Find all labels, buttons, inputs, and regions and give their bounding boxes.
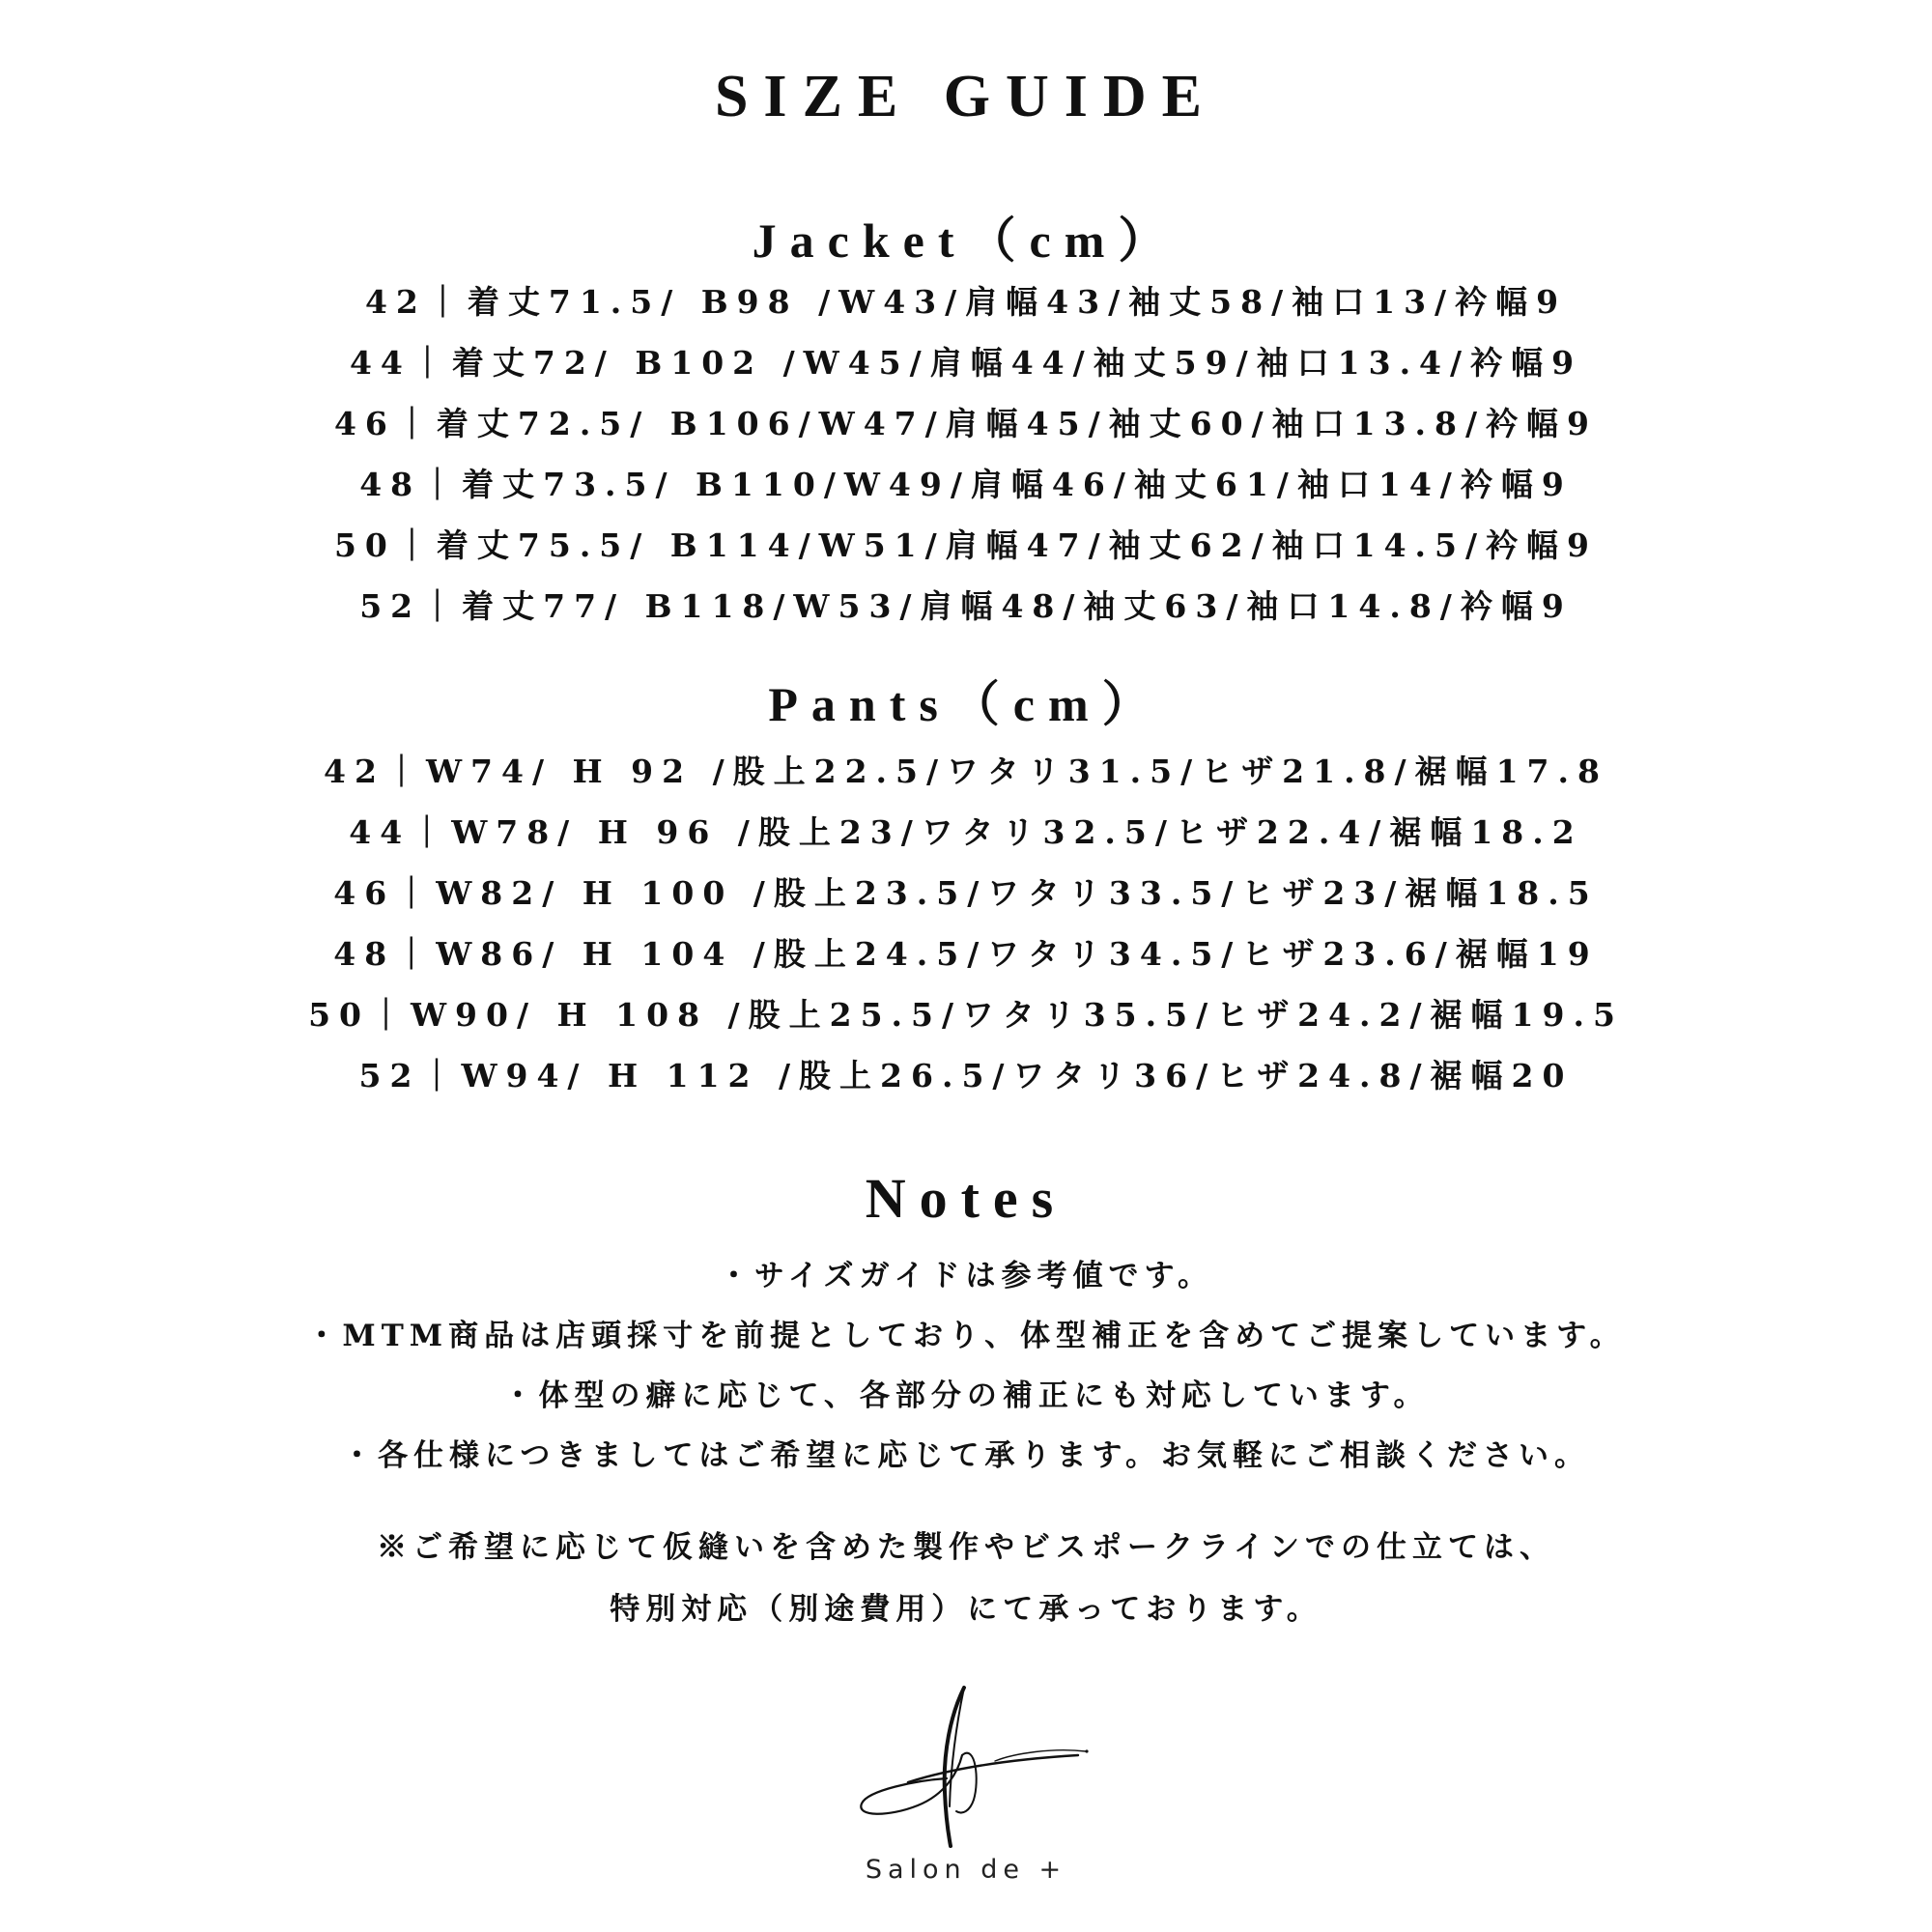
notes-list <box>0 1246 1932 1486</box>
note-item: ・体型の癖に応じて、各部分の補正にも対応しています。 <box>502 1378 1430 1413</box>
remarks-list <box>0 1517 1932 1640</box>
pants-row: 48｜W86/ H 104 /股上24.5/ワタリ34.5/ヒザ23.6/裾幅19 <box>333 935 1599 973</box>
note-item: ・MTM商品は店頭採寸を前提としており、体型補正を含めてご提案しています。 <box>306 1319 1626 1353</box>
pants-heading: Pants（cm） <box>768 677 1164 731</box>
pants-row: 50｜W90/ H 108 /股上25.5/ワタリ35.5/ヒザ24.2/裾幅19.5 <box>308 996 1624 1034</box>
jacket-size-list <box>0 271 1932 637</box>
jacket-row: 50｜着丈75.5/ B114/W51/肩幅47/袖丈62/袖口14.5/衿幅9 <box>333 526 1599 564</box>
remark-item: 特別対応（別途費用）にて承っております。 <box>610 1592 1322 1627</box>
page-title: SIZE GUIDE <box>714 64 1218 129</box>
jacket-row: 52｜着丈77/ B118/W53/肩幅48/袖丈63/袖口14.8/衿幅9 <box>359 587 1573 625</box>
jacket-row: 42｜着丈71.5/ B98 /W43/肩幅43/袖丈58/袖口13/衿幅9 <box>364 283 1568 321</box>
remark-item: ※ご希望に応じて仮縫いを含めた製作やビスポークラインでの仕立ては、 <box>376 1530 1556 1565</box>
jacket-row: 48｜着丈73.5/ B110/W49/肩幅46/袖丈61/袖口14/衿幅9 <box>359 466 1573 503</box>
pants-row: 52｜W94/ H 112 /股上26.5/ワタリ36/ヒザ24.8/裾幅20 <box>358 1057 1574 1094</box>
notes-heading: Notes <box>865 1167 1067 1230</box>
jacket-row: 46｜着丈72.5/ B106/W47/肩幅45/袖丈60/袖口13.8/衿幅9 <box>333 405 1599 442</box>
jacket-row: 44｜着丈72/ B102 /W45/肩幅44/袖丈59/袖口13.4/衿幅9 <box>349 344 1583 382</box>
brand-name: Salon de + <box>865 1855 1067 1885</box>
pants-size-list <box>0 741 1932 1106</box>
note-item: ・サイズガイドは参考値です。 <box>718 1259 1214 1293</box>
pants-row: 44｜W78/ H 96 /股上23/ワタリ32.5/ヒザ22.4/裾幅18.2 <box>349 813 1583 851</box>
pants-row: 42｜W74/ H 92 /股上22.5/ワタリ31.5/ヒザ21.8/裾幅17.8 <box>324 753 1608 790</box>
note-item: ・各仕様につきましてはご希望に応じて承ります。お気軽にご相談ください。 <box>342 1438 1590 1473</box>
script-f-logo-icon <box>850 1686 1092 1850</box>
pants-row: 46｜W82/ H 100 /股上23.5/ワタリ33.5/ヒザ23/裾幅18.5 <box>333 874 1599 912</box>
jacket-heading: Jacket（cm） <box>752 213 1180 268</box>
